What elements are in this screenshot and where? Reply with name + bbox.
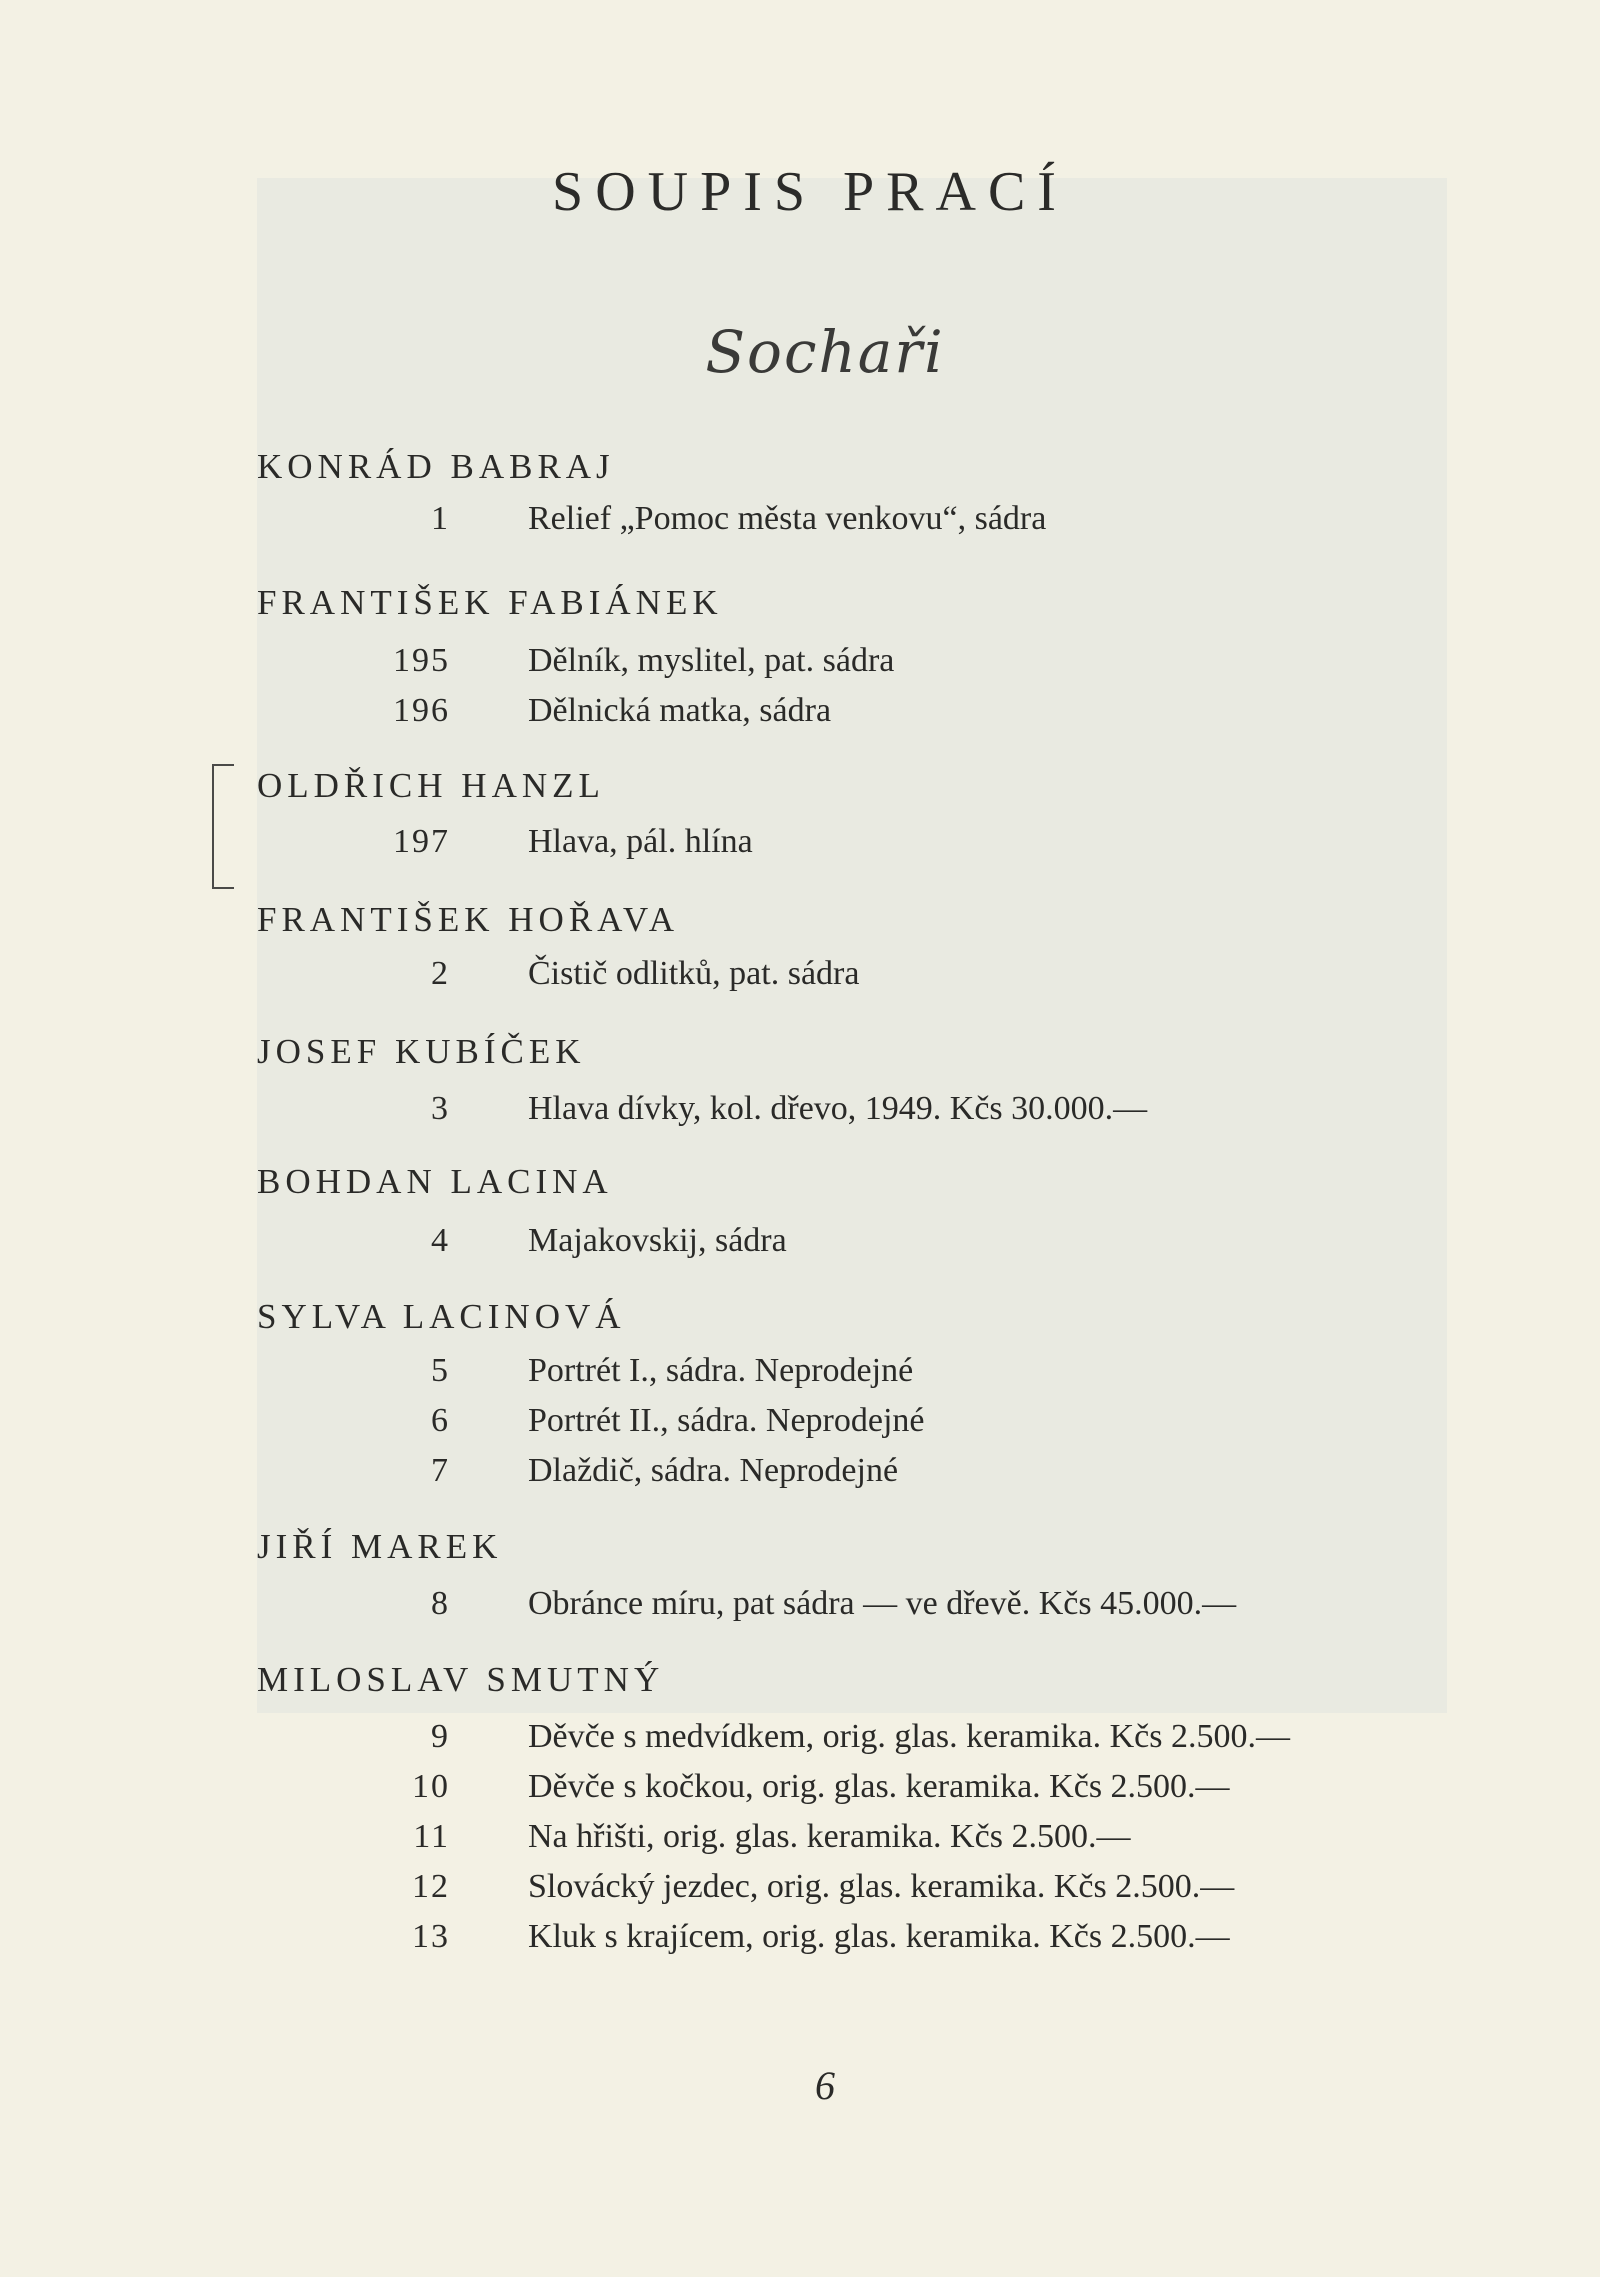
section-heading: Sochaři: [705, 318, 945, 386]
work-number: 5: [431, 1352, 450, 1389]
work-description: Relief „Pomoc města venkovu“, sádra: [528, 500, 1047, 537]
work-entry: [0, 955, 1600, 1001]
work-entry: [0, 1868, 1600, 1914]
work-number: 6: [431, 1402, 450, 1439]
artist-name: JIŘÍ MAREK: [257, 1527, 503, 1566]
work-entry: [0, 500, 1600, 546]
work-number: 4: [431, 1222, 450, 1259]
work-entry: [0, 823, 1600, 869]
work-description: Čistič odlitků, pat. sádra: [528, 955, 860, 992]
work-number: 10: [412, 1768, 450, 1805]
work-description: Dělnická matka, sádra: [528, 692, 832, 729]
work-entry: [0, 642, 1600, 688]
artist-name: KONRÁD BABRAJ: [257, 447, 615, 486]
work-description: Na hřišti, orig. glas. keramika. Kčs 2.500.—: [528, 1818, 1131, 1855]
work-description: Dlaždič, sádra. Neprodejné: [528, 1452, 899, 1489]
artist-name: MILOSLAV SMUTNÝ: [257, 1660, 665, 1699]
work-number: 3: [431, 1090, 450, 1127]
work-entry: [0, 1818, 1600, 1864]
work-entry: [0, 1585, 1600, 1631]
work-entry: [0, 1090, 1600, 1136]
work-number: 9: [431, 1718, 450, 1755]
work-entry: [0, 1222, 1600, 1268]
work-entry: [0, 1402, 1600, 1448]
work-description: Hlava dívky, kol. dřevo, 1949. Kčs 30.000.—: [528, 1090, 1148, 1127]
work-number: 11: [413, 1818, 450, 1855]
work-description: Dělník, myslitel, pat. sádra: [528, 642, 895, 679]
work-entry: [0, 1918, 1600, 1964]
page-title: SOUPIS PRACÍ: [552, 161, 1068, 223]
work-number: 1: [431, 500, 450, 537]
artist-name: BOHDAN LACINA: [257, 1162, 613, 1201]
work-number: 2: [431, 955, 450, 992]
work-description: Děvče s medvídkem, orig. glas. keramika. Kčs 2.500.—: [528, 1718, 1290, 1755]
work-number: 8: [431, 1585, 450, 1622]
work-number: 12: [412, 1868, 450, 1905]
work-number: 7: [431, 1452, 450, 1489]
artist-name: FRANTIŠEK FABIÁNEK: [257, 583, 723, 622]
artist-name: OLDŘICH HANZL: [257, 766, 605, 805]
artist-name: FRANTIŠEK HOŘAVA: [257, 900, 679, 939]
artist-name: SYLVA LACINOVÁ: [257, 1297, 626, 1336]
work-number: 13: [412, 1918, 450, 1955]
page-number: 6: [815, 2063, 835, 2108]
artist-name: JOSEF KUBÍČEK: [257, 1032, 586, 1071]
work-description: Děvče s kočkou, orig. glas. keramika. Kčs 2.500.—: [528, 1768, 1230, 1805]
work-entry: [0, 1718, 1600, 1764]
work-number: 196: [393, 692, 450, 729]
work-description: Portrét I., sádra. Neprodejné: [528, 1352, 914, 1389]
work-description: Majakovskij, sádra: [528, 1222, 787, 1259]
work-number: 197: [393, 823, 450, 860]
work-entry: [0, 692, 1600, 738]
work-entry: [0, 1768, 1600, 1814]
work-entry: [0, 1452, 1600, 1498]
work-description: Hlava, pál. hlína: [528, 823, 753, 860]
work-description: Portrét II., sádra. Neprodejné: [528, 1402, 925, 1439]
work-description: Kluk s krajícem, orig. glas. keramika. Kčs 2.500.—: [528, 1918, 1230, 1955]
work-number: 195: [393, 642, 450, 679]
work-description: Slovácký jezdec, orig. glas. keramika. Kčs 2.500.—: [528, 1868, 1235, 1905]
work-description: Obránce míru, pat sádra — ve dřevě. Kčs 45.000.—: [528, 1585, 1237, 1622]
work-entry: [0, 1352, 1600, 1398]
